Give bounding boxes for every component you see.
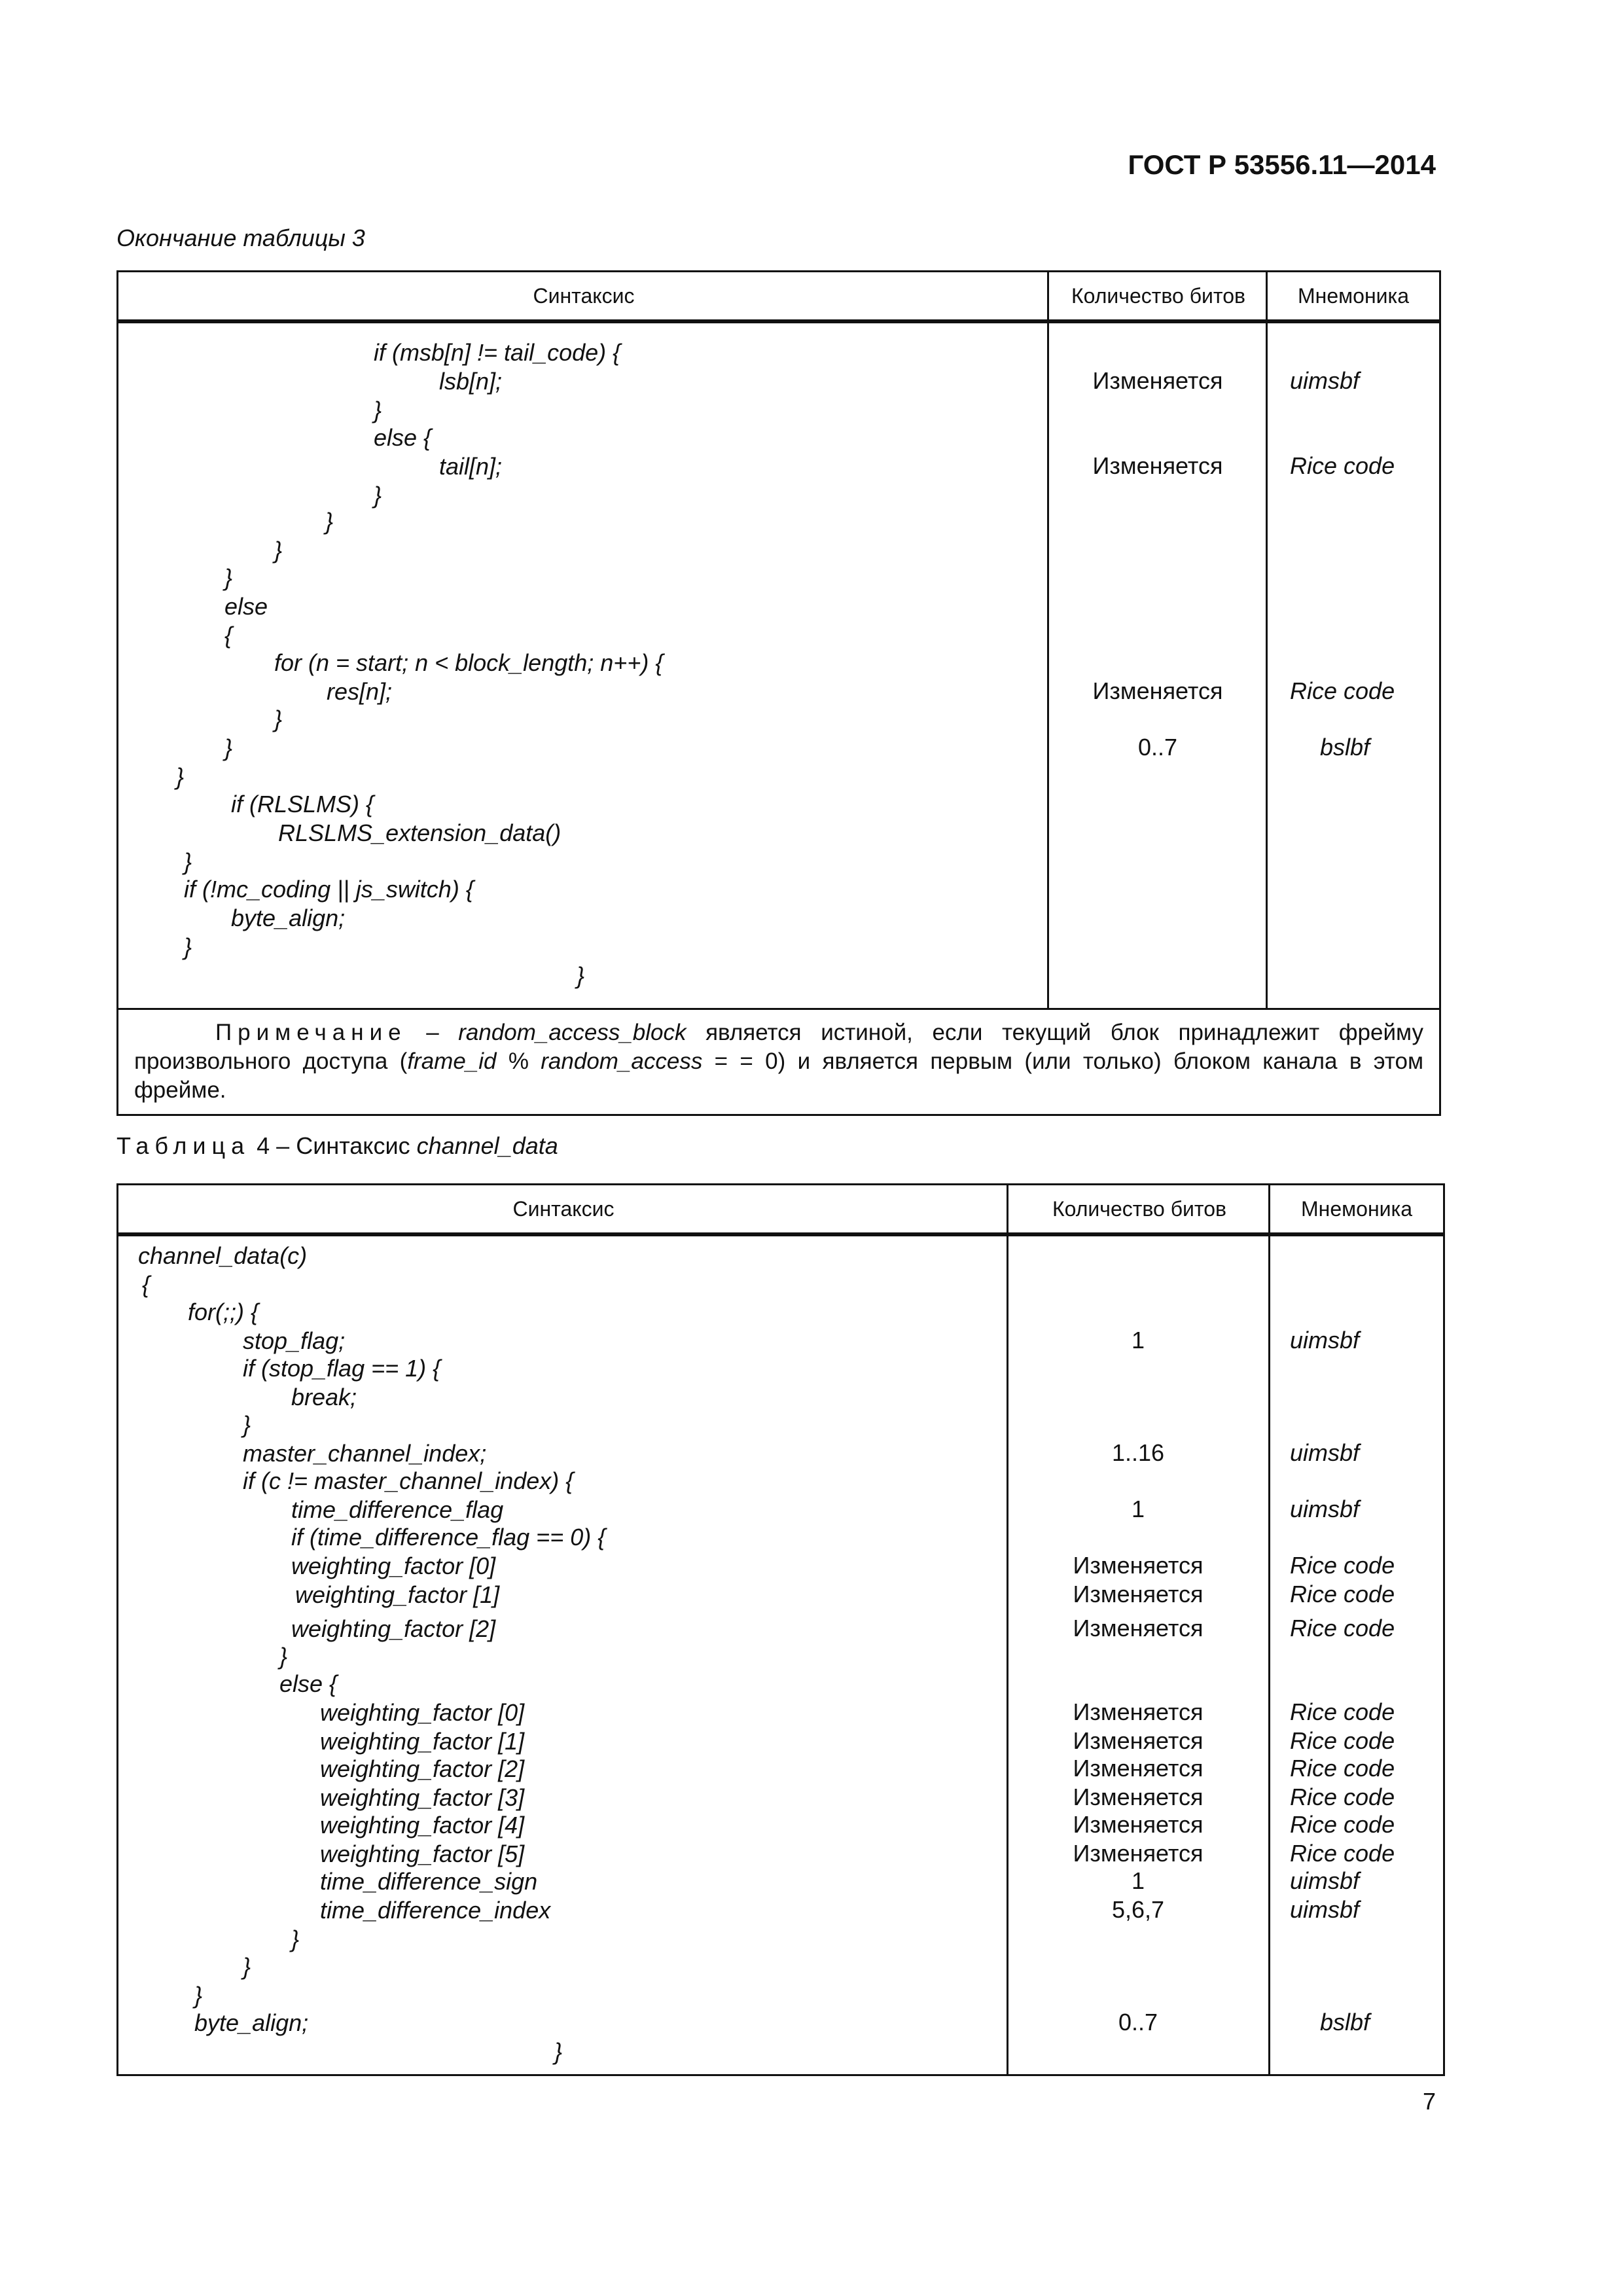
table4-mnemonic-value: Rice code: [1290, 1615, 1395, 1641]
table4-bits-value: Изменяется: [1073, 1698, 1204, 1725]
table4-mnemonic-value: Rice code: [1290, 1581, 1395, 1607]
page-number: 7: [1422, 2088, 1436, 2115]
table3-code-line: if (msb[n] != tail_code) {: [374, 339, 621, 366]
table4-col-syntax: Синтаксис: [512, 1196, 615, 1221]
table4-mnemonic-value: Rice code: [1290, 1698, 1395, 1725]
table3-header: [118, 272, 1439, 321]
table4-code-line: weighting_factor [0]: [291, 1552, 496, 1579]
table3-bits-value: Изменяется: [1092, 452, 1223, 479]
table4-code-line: weighting_factor [4]: [320, 1812, 525, 1839]
table3-code-line: }: [224, 734, 233, 761]
table3-code-line: tail[n];: [439, 453, 503, 480]
table3-code-line: }: [374, 482, 382, 509]
table3-code-line: else: [224, 593, 268, 620]
table4-code-line: byte_align;: [194, 2009, 309, 2036]
note-term1: random_access_block: [458, 1020, 687, 1045]
table3-caption: Окончание таблицы 3: [116, 224, 365, 251]
table4-code-line: time_difference_index: [320, 1897, 551, 1924]
table4-code-line: time_difference_sign: [320, 1868, 538, 1895]
table4-mnemonic-value: uimsbf: [1290, 1327, 1360, 1354]
table3-mnemonic-value: Rice code: [1290, 452, 1395, 479]
table4-mnemonic-value: uimsbf: [1290, 1496, 1360, 1522]
table3-code-line: byte_align;: [231, 905, 346, 931]
table4-mnemonic-value: uimsbf: [1290, 1896, 1360, 1923]
table4-caption: [116, 1132, 558, 1160]
table3-header-rule: [118, 321, 1439, 323]
table4-bits-value: Изменяется: [1073, 1784, 1204, 1810]
table3-code-line: {: [224, 622, 233, 649]
table3-mnemonic-value: Rice code: [1290, 677, 1395, 704]
table4-caption-term: channel_data: [416, 1132, 558, 1159]
table4-caption-text: 4 – Синтаксис: [250, 1132, 417, 1159]
table3-code-line: }: [274, 537, 283, 564]
note-text1: является истиной, если текущий блок принадлежит фрейму произвольного доступа (: [134, 1020, 1423, 1074]
table3-col-syntax: Синтаксис: [533, 283, 635, 308]
table4-code-line: }: [554, 2038, 563, 2065]
table4-bits-value: Изменяется: [1073, 1552, 1204, 1579]
table4-bits-value: Изменяется: [1073, 1727, 1204, 1754]
table4-mnemonic-value: Rice code: [1290, 1811, 1395, 1838]
note-term3: random_access: [541, 1049, 703, 1074]
table3-code-line: }: [374, 397, 382, 423]
table3-code-line: }: [274, 706, 283, 732]
table4-mnemonic-value: Rice code: [1290, 1552, 1395, 1579]
table3-code-line: }: [184, 848, 192, 875]
table3-code-line: res[n];: [327, 678, 393, 705]
table3-code-line: lsb[n];: [439, 368, 503, 395]
table3-col-mnemonic: Мнемоника: [1298, 283, 1409, 308]
table4-code-line: weighting_factor [1]: [320, 1728, 525, 1755]
table4-code-line: }: [291, 1926, 300, 1952]
table4-code-line: time_difference_flag: [291, 1496, 504, 1523]
table3-code-line: if (RLSLMS) {: [231, 791, 374, 817]
table4-code-line: for(;;) {: [188, 1299, 259, 1325]
table4-bits-value: Изменяется: [1073, 1840, 1204, 1867]
table4-bits-value: 1: [1131, 1327, 1145, 1354]
table3-code-line: if (!mc_coding || js_switch) {: [184, 876, 474, 903]
table4-mnemonic-value: bslbf: [1320, 2009, 1370, 2036]
table4-code-line: {: [142, 1271, 151, 1298]
table4-code-line: weighting_factor [0]: [320, 1699, 525, 1726]
note-label: Примечание: [215, 1020, 407, 1045]
table4-bits-value: Изменяется: [1073, 1755, 1204, 1782]
table4-col-mnemonic: Мнемоника: [1301, 1196, 1412, 1221]
table4-code-line: if (stop_flag == 1) {: [243, 1355, 441, 1382]
table4-code-line: if (c != master_channel_index) {: [243, 1467, 574, 1494]
table4-code-line: weighting_factor [1]: [295, 1581, 500, 1608]
note-term2: frame_id: [407, 1049, 497, 1074]
table4-code-line: if (time_difference_flag == 0) {: [291, 1524, 606, 1551]
table4: [116, 1183, 1445, 2076]
table4-code-line: weighting_factor [5]: [320, 1840, 525, 1867]
table4-bits-value: 1: [1131, 1867, 1145, 1894]
table3-code-line: RLSLMS_extension_data(): [278, 819, 562, 846]
table3-code-line: }: [325, 508, 334, 535]
table4-code-line: }: [194, 1982, 203, 2009]
table4-bits-value: Изменяется: [1073, 1615, 1204, 1641]
table4-code-line: channel_data(c): [138, 1242, 308, 1269]
table4-code-line: master_channel_index;: [243, 1440, 487, 1467]
table4-bits-value: 1: [1131, 1496, 1145, 1522]
table4-mnemonic-value: Rice code: [1290, 1840, 1395, 1867]
table4-caption-label: Таблица: [116, 1132, 251, 1159]
table4-mnemonic-value: Rice code: [1290, 1755, 1395, 1782]
table4-bits-value: 0..7: [1118, 2009, 1158, 2036]
table4-header: [118, 1185, 1443, 1234]
table3-code-line: for (n = start; n < block_length; n++) {: [274, 649, 664, 676]
table3: [116, 270, 1441, 1116]
note-dash: –: [406, 1020, 459, 1045]
table3-note: [134, 1018, 1423, 1105]
table4-code-line: weighting_factor [2]: [291, 1615, 496, 1642]
table4-col-bits: Количество битов: [1052, 1196, 1227, 1221]
table4-code-line: }: [279, 1643, 288, 1670]
note-text3: = = 0) и является первым (или только) блоком канала в этом фрейме.: [134, 1049, 1424, 1103]
table4-mnemonic-value: Rice code: [1290, 1784, 1395, 1810]
table3-code-line: else {: [374, 424, 432, 451]
table3-bits-value: Изменяется: [1092, 367, 1223, 394]
standard-number: ГОСТ Р 53556.11—2014: [1128, 149, 1436, 180]
table3-mnemonic-value: bslbf: [1320, 734, 1370, 761]
table4-mnemonic-value: uimsbf: [1290, 1439, 1360, 1466]
table3-col-bits: Количество битов: [1071, 283, 1246, 308]
table4-code-line: break;: [291, 1384, 357, 1410]
table3-bits-value: Изменяется: [1092, 677, 1223, 704]
table4-header-rule: [118, 1234, 1443, 1236]
table4-bits-value: 5,6,7: [1111, 1896, 1165, 1923]
table4-bits-value: Изменяется: [1073, 1581, 1204, 1607]
table4-code-line: stop_flag;: [243, 1327, 346, 1354]
table4-code-line: weighting_factor [2]: [320, 1755, 525, 1782]
table4-mnemonic-value: Rice code: [1290, 1727, 1395, 1754]
table3-code-line: }: [184, 933, 192, 960]
table4-bits-value: 1..16: [1111, 1439, 1165, 1466]
table3-code-line: }: [176, 763, 185, 790]
table3-code-line: }: [224, 564, 233, 591]
table3-note-rule: [118, 1008, 1439, 1010]
note-text2: %: [496, 1049, 541, 1074]
table4-code-line: weighting_factor [3]: [320, 1784, 525, 1811]
table4-code-line: }: [243, 1953, 251, 1980]
table3-code-line: }: [577, 962, 585, 989]
table4-code-line: }: [243, 1411, 251, 1438]
table4-code-line: else {: [279, 1670, 338, 1697]
table4-bits-value: Изменяется: [1073, 1811, 1204, 1838]
table4-mnemonic-value: uimsbf: [1290, 1867, 1360, 1894]
table3-mnemonic-value: uimsbf: [1290, 367, 1360, 394]
table3-bits-value: 0..7: [1137, 734, 1178, 761]
